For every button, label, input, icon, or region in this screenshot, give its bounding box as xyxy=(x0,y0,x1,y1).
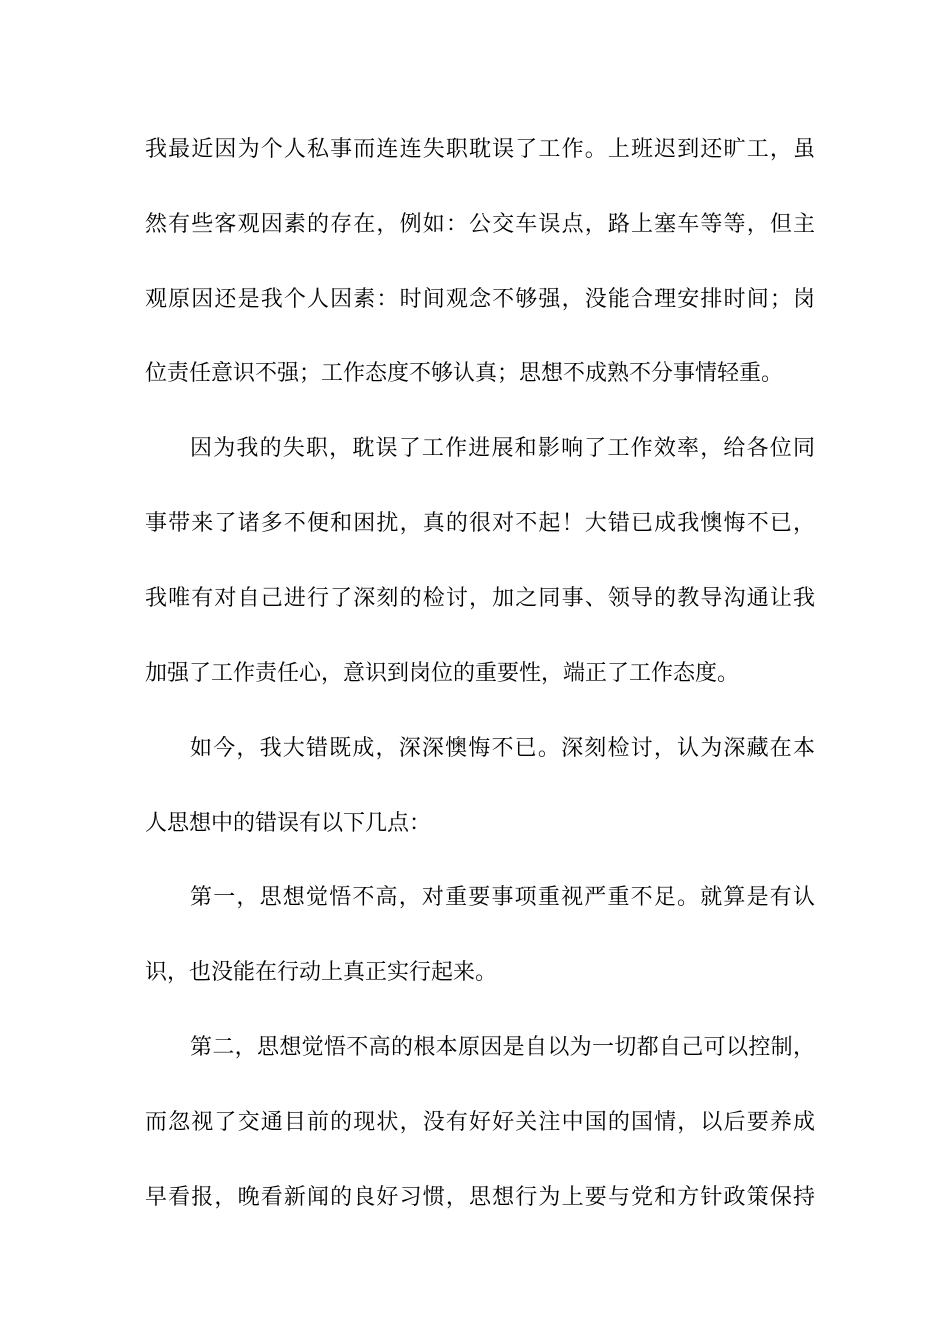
paragraph-start-line: 如今，我大错既成，深深懊悔不已。深刻检讨，认为深藏在本 xyxy=(190,736,815,761)
text-line: 我最近因为个人私事而连连失职耽误了工作。上班迟到还旷工，虽 xyxy=(145,137,815,162)
text-line: 位责任意识不强；工作态度不够认真；思想不成熟不分事情轻重。 xyxy=(145,361,784,386)
text-line: 识，也没能在行动上真正实行起来。 xyxy=(145,960,498,985)
text-line: 人思想中的错误有以下几点： xyxy=(145,811,432,836)
text-line: 观原因还是我个人因素：时间观念不够强，没能合理安排时间；岗 xyxy=(145,287,815,312)
text-line: 然有些客观因素的存在，例如：公交车误点，路上塞车等等，但主 xyxy=(145,212,815,237)
text-line: 而忽视了交通目前的现状，没有好好关注中国的国情，以后要养成 xyxy=(145,1110,815,1135)
text-line: 早看报，晚看新闻的良好习惯，思想行为上要与党和方针政策保持 xyxy=(145,1185,815,1210)
text-line: 事带来了诸多不便和困扰，真的很对不起！大错已成我懊悔不已， xyxy=(145,511,815,536)
text-line: 加强了工作责任心，意识到岗位的重要性，端正了工作态度。 xyxy=(145,661,740,686)
paragraph-start-line: 因为我的失职，耽误了工作进展和影响了工作效率，给各位同 xyxy=(190,436,815,461)
text-line: 我唯有对自己进行了深刻的检讨，加之同事、领导的教导沟通让我 xyxy=(145,586,815,611)
paragraph-start-line: 第一，思想觉悟不高，对重要事项重视严重不足。就算是有认 xyxy=(190,885,815,910)
paragraph-start-line: 第二，思想觉悟不高的根本原因是自以为一切都自己可以控制， xyxy=(190,1035,815,1060)
